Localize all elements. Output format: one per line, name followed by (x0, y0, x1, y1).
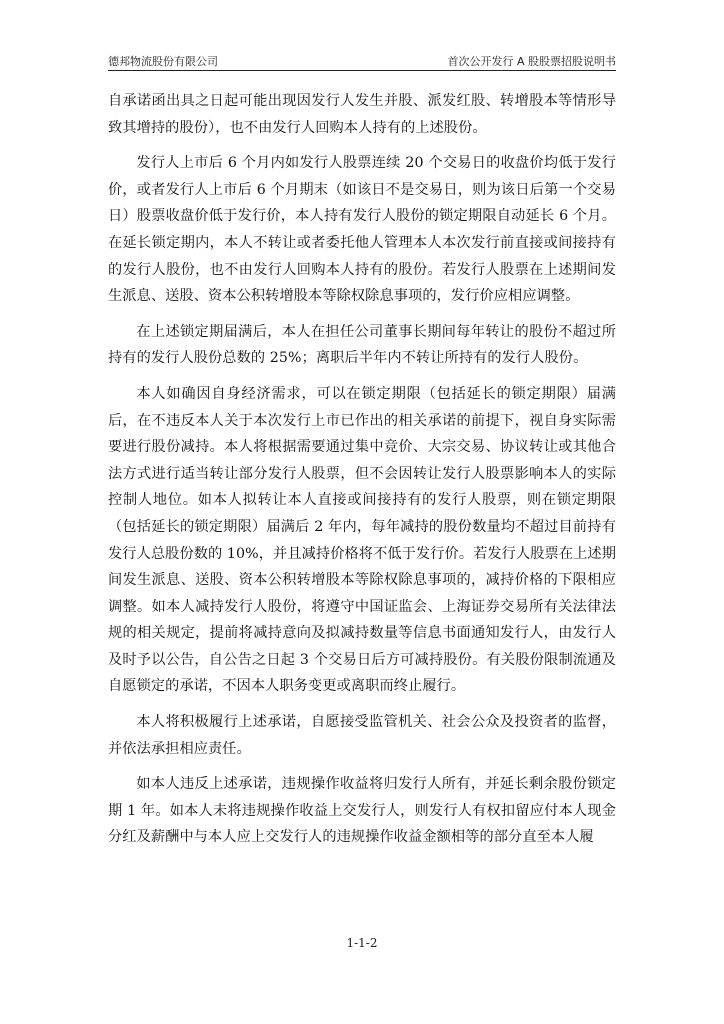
header-company-name: 德邦物流股份有限公司 (108, 55, 218, 68)
paragraph-violation: 如本人违反上述承诺，违规操作收益将归发行人所有，并延长剩余股份锁定期 1 年。如本人未将违规操作收益上交发行人，则发行人有权扣留应付本人现金分红及薪酬中与本人应上交发行人的违规操作收益金额相等的部分直至本人履 (108, 776, 616, 846)
paragraph-continued: 自承诺函出具之日起可能出现因发行人发生并股、派发红股、转增股本等情形导致其增持的股份），也不由发行人回购本人持有的上述股份。 (108, 93, 616, 136)
paragraph-share-reduction: 本人如确因自身经济需求，可以在锁定期限（包括延长的锁定期限）届满后，在不违反本人关于本次发行上市已作出的相关承诺的前提下，视自身实际需要进行股份减持。本人将根据需要通过集中竞价、大宗交易、协议转让或其他合法方式进行适当转让部分发行人股票，但不会因转让发行人股票影响本人的实际控制人地位。如本人拟转让本人直接或间接持有的发行人股票，则在锁定期限（包括延长的锁定期限）届满后 2 年内，每年减持的股份数量均不超过目前持有发行人总股份数的 10%，并且减持价格将不低于发行价。若发行人股票在上述期间发生派息、送股、资本公积转增股本等除权除息事项的，减持价格的下限相应调整。如本人减持发行人股份，将遵守中国证监会、上海证券交易所有关法律法规的相关规定，提前将减持意向及拟减持数量等信息书面通知发行人，由发行人及时予以公告，自公告之日起 3 个交易日后方可减持股份。有关股份限制流通及自愿锁定的承诺，不因本人职务变更或离职而终止履行。 (108, 385, 616, 695)
page-header (108, 52, 616, 71)
paragraph-transfer-limit: 在上述锁定期届满后，本人在担任公司董事长期间每年转让的股份不超过所持有的发行人股份总数的 25%；离职后半年内不转让所持有的发行人股份。 (108, 323, 616, 367)
header-document-title: 首次公开发行 A 股股票招股说明书 (447, 55, 616, 68)
page-number: 1-1-2 (346, 936, 378, 950)
document-body (108, 88, 616, 860)
paragraph-lockup-extension: 发行人上市后 6 个月内如发行人股票连续 20 个交易日的收盘价均低于发行价，或者发行人上市后 6 个月期末（如该日不是交易日，则为该日后第一个交易日）股票收盘价低于发行价，本人持有发行人股份的锁定期限自动延长 6 个月。在延长锁定期内，本人不转让或者委托他人管理本人本次发行前直接或间接持有的发行人股份，也不由发行人回购本人持有的股份。若发行人股票在上述期间发生派息、送股、资本公积转增股本等除权除息事项的，发行价应相应调整。 (108, 155, 616, 305)
paragraph-supervision: 本人将积极履行上述承诺，自愿接受监管机关、社会公众及投资者的监督，并依法承担相应责任。 (108, 714, 616, 757)
